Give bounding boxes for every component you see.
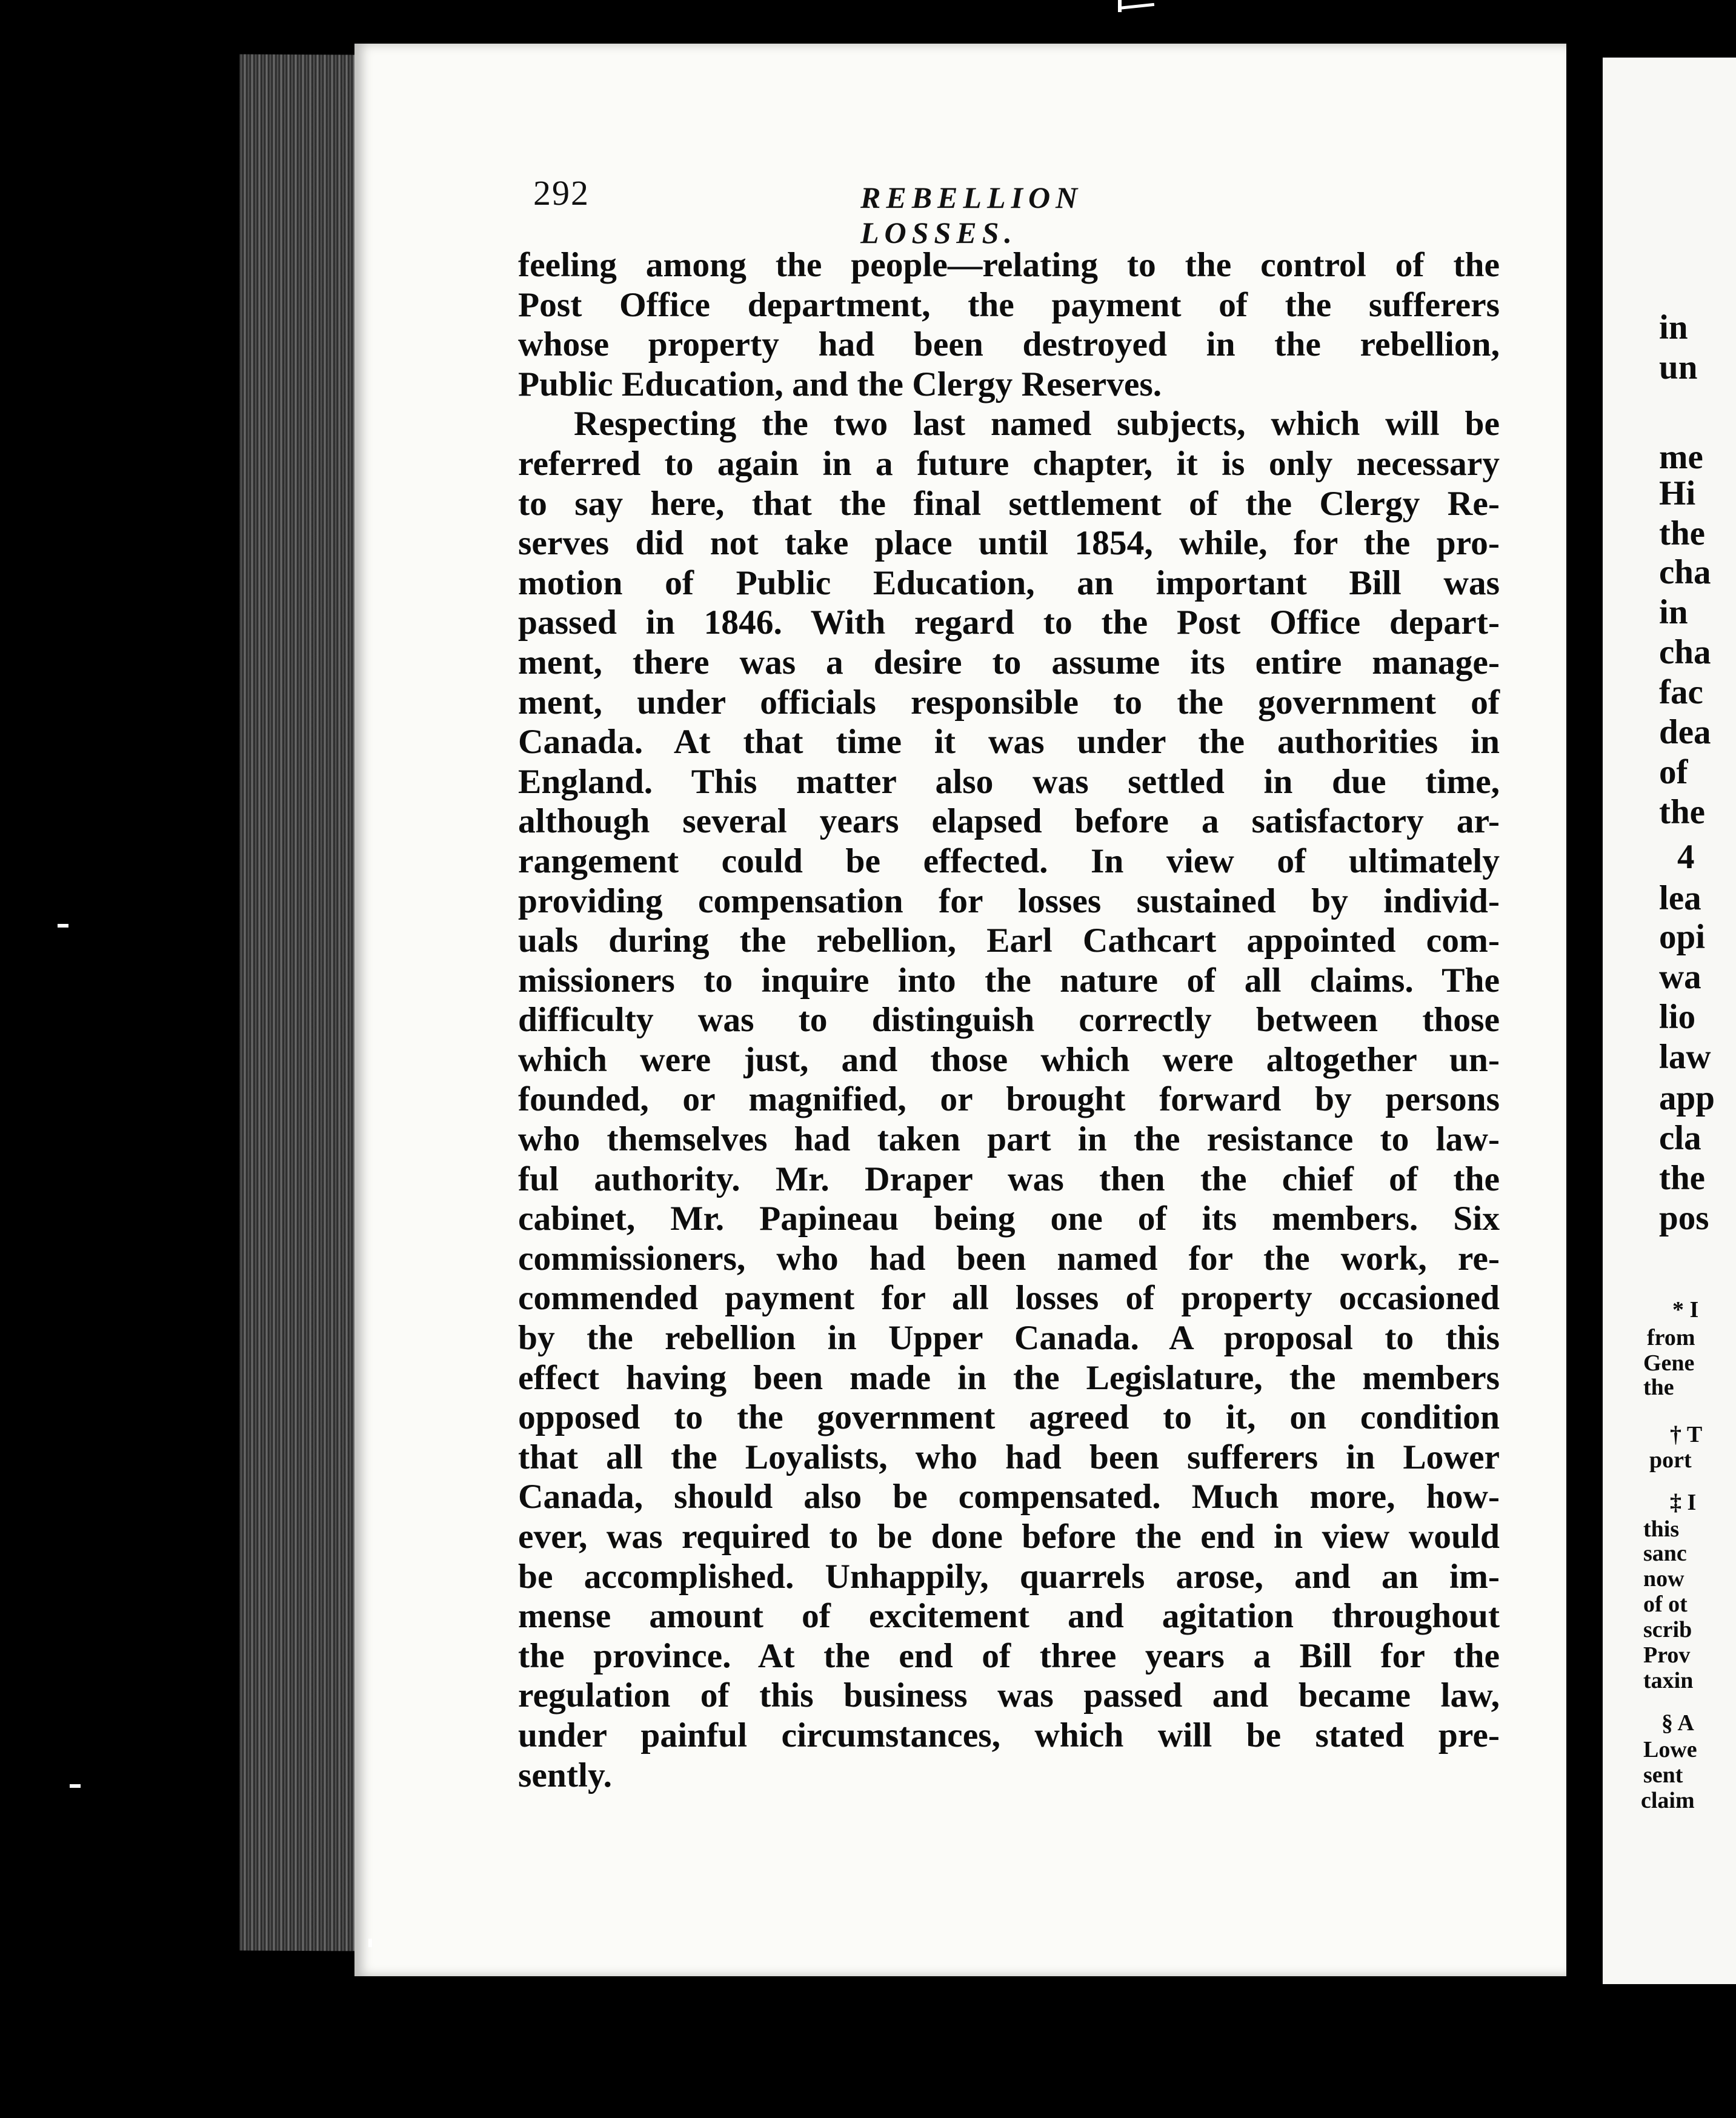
text-line: who themselves had taken part in the resistance to law- [518, 1120, 1500, 1159]
right-page-footnote-fragment: this [1643, 1516, 1680, 1542]
right-page-footnote-fragment: port [1649, 1447, 1692, 1473]
text-line: feeling among the people—relating to the control of the [518, 246, 1500, 284]
text-line: by the rebellion in Upper Canada. A proposal to this [518, 1319, 1500, 1358]
right-page-footnote-fragment: † T [1670, 1422, 1703, 1447]
right-page-footnote-fragment: ‡ I [1670, 1490, 1697, 1515]
right-page-fragment: the [1659, 514, 1705, 553]
right-page-fragment: of [1659, 753, 1688, 791]
text-line: that all the Loyalists, who had been sufferers in Lower [518, 1438, 1500, 1476]
right-page-fragment: the [1659, 793, 1705, 831]
right-page-fragment: cha [1659, 633, 1711, 671]
text-line: the province. At the end of three years a Bill for the [518, 1636, 1500, 1675]
right-page-footnote-fragment: taxin [1643, 1668, 1694, 1693]
text-line: motion of Public Education, an important Bill was [518, 563, 1500, 602]
text-line: Canada. At that time it was under the authorities in [518, 723, 1500, 762]
text-line: difficulty was to distinguish correctly between those [518, 1001, 1500, 1040]
text-line: whose property had been destroyed in the rebellion, [518, 325, 1500, 364]
text-line: commended payment for all losses of property occasioned [518, 1279, 1500, 1318]
right-page-fragment: opi [1659, 918, 1706, 956]
text-line: providing compensation for losses sustained by individ- [518, 881, 1500, 920]
text-line: be accomplished. Unhappily, quarrels arose, and an im- [518, 1557, 1500, 1596]
right-page-fragment: in [1659, 308, 1688, 347]
right-page-footnote-fragment: Lowe [1643, 1737, 1697, 1762]
scan-mark [1118, 3, 1154, 10]
text-line: commissioners, who had been named for the work, re- [518, 1239, 1500, 1278]
right-page-fragment: me [1659, 438, 1703, 476]
scan-mark [70, 1784, 81, 1788]
scan-mark [368, 1939, 372, 1947]
right-page-footnote-fragment: scrib [1643, 1617, 1692, 1642]
text-line: sently. [518, 1756, 612, 1794]
right-page-fragment: in [1659, 593, 1688, 631]
body-text [518, 245, 1500, 1795]
right-page-fragment: cla [1659, 1119, 1701, 1157]
right-page-fragment: lea [1659, 879, 1701, 917]
right-page-footnote-fragment: now [1643, 1566, 1684, 1592]
text-line: which were just, and those which were altogether un- [518, 1040, 1500, 1079]
right-page-fragment: pos [1659, 1199, 1709, 1237]
right-page-fragment: the [1659, 1159, 1705, 1197]
right-page-footnote-fragment: claim [1641, 1788, 1695, 1813]
text-line: under painful circumstances, which will be stated pre- [518, 1716, 1500, 1754]
right-page-fragment: wa [1659, 958, 1701, 996]
text-line: regulation of this business was passed and became law, [518, 1676, 1500, 1715]
text-line: Public Education, and the Clergy Reserves. [518, 365, 1162, 403]
text-line: cabinet, Mr. Papineau being one of its members. Six [518, 1200, 1500, 1238]
text-line: although several years elapsed before a satisfactory ar- [518, 802, 1500, 841]
right-page-fragment: fac [1659, 673, 1703, 711]
right-page-fragment: un [1659, 348, 1698, 387]
right-page-fragment: cha [1659, 553, 1711, 591]
text-line: ever, was required to be done before the end in view would [518, 1518, 1500, 1556]
scan-mark [58, 924, 68, 928]
text-line: effect having been made in the Legislature, the members [518, 1358, 1500, 1397]
right-page-footnote-fragment: § A [1661, 1710, 1694, 1736]
text-line: serves did not take place until 1854, while, for the pro- [518, 524, 1500, 563]
book-page-edges [239, 54, 361, 1951]
text-line: missioners to inquire into the nature of all claims. The [518, 961, 1500, 1000]
right-page-footnote-fragment: the [1643, 1375, 1674, 1400]
text-line: Post Office department, the payment of the sufferers [518, 285, 1500, 324]
text-line: Respecting the two last named subjects, which will be [574, 405, 1500, 443]
right-page-footnote-fragment: sent [1643, 1762, 1683, 1788]
right-page-fragment: app [1659, 1079, 1715, 1117]
text-line: England. This matter also was settled in due time, [518, 762, 1500, 801]
right-page-footnote-fragment: from [1647, 1325, 1695, 1350]
text-line: ment, there was a desire to assume its entire manage- [518, 643, 1500, 682]
right-page-fragment: 4 [1677, 838, 1695, 876]
text-line: opposed to the government agreed to it, on condition [518, 1398, 1500, 1437]
text-line: ment, under officials responsible to the government of [518, 683, 1500, 722]
text-line: ful authority. Mr. Draper was then the chief of the [518, 1160, 1500, 1198]
right-page-footnote-fragment: sanc [1643, 1541, 1687, 1566]
text-line: referred to again in a future chapter, it is only necessary [518, 444, 1500, 483]
right-page-fragment: lio [1659, 998, 1696, 1036]
text-line: founded, or magnified, or brought forward by persons [518, 1080, 1500, 1119]
page-header [533, 173, 1245, 250]
text-line: passed in 1846. With regard to the Post Office depart- [518, 603, 1500, 642]
running-title: REBELLION LOSSES. [860, 181, 1083, 250]
page-number: 292 [533, 173, 590, 213]
right-page-fragment: dea [1659, 713, 1711, 751]
scan-mark [1118, 0, 1122, 12]
right-page-fragment: law [1659, 1038, 1711, 1076]
right-page-fragment: Hi [1659, 474, 1696, 513]
text-line: uals during the rebellion, Earl Cathcart appointed com- [518, 921, 1500, 960]
text-line: Canada, should also be compensated. Much more, how- [518, 1478, 1500, 1516]
text-line: to say here, that the final settlement of the Clergy Re- [518, 484, 1500, 523]
text-line: rangement could be effected. In view of ultimately [518, 842, 1500, 880]
right-page-footnote-fragment: of ot [1643, 1592, 1688, 1617]
text-line: mense amount of excitement and agitation throughout [518, 1597, 1500, 1636]
right-page-footnote-fragment: Gene [1643, 1350, 1695, 1376]
right-page-footnote-fragment: Prov [1643, 1642, 1691, 1668]
right-page-footnote-fragment: * I [1672, 1297, 1699, 1323]
